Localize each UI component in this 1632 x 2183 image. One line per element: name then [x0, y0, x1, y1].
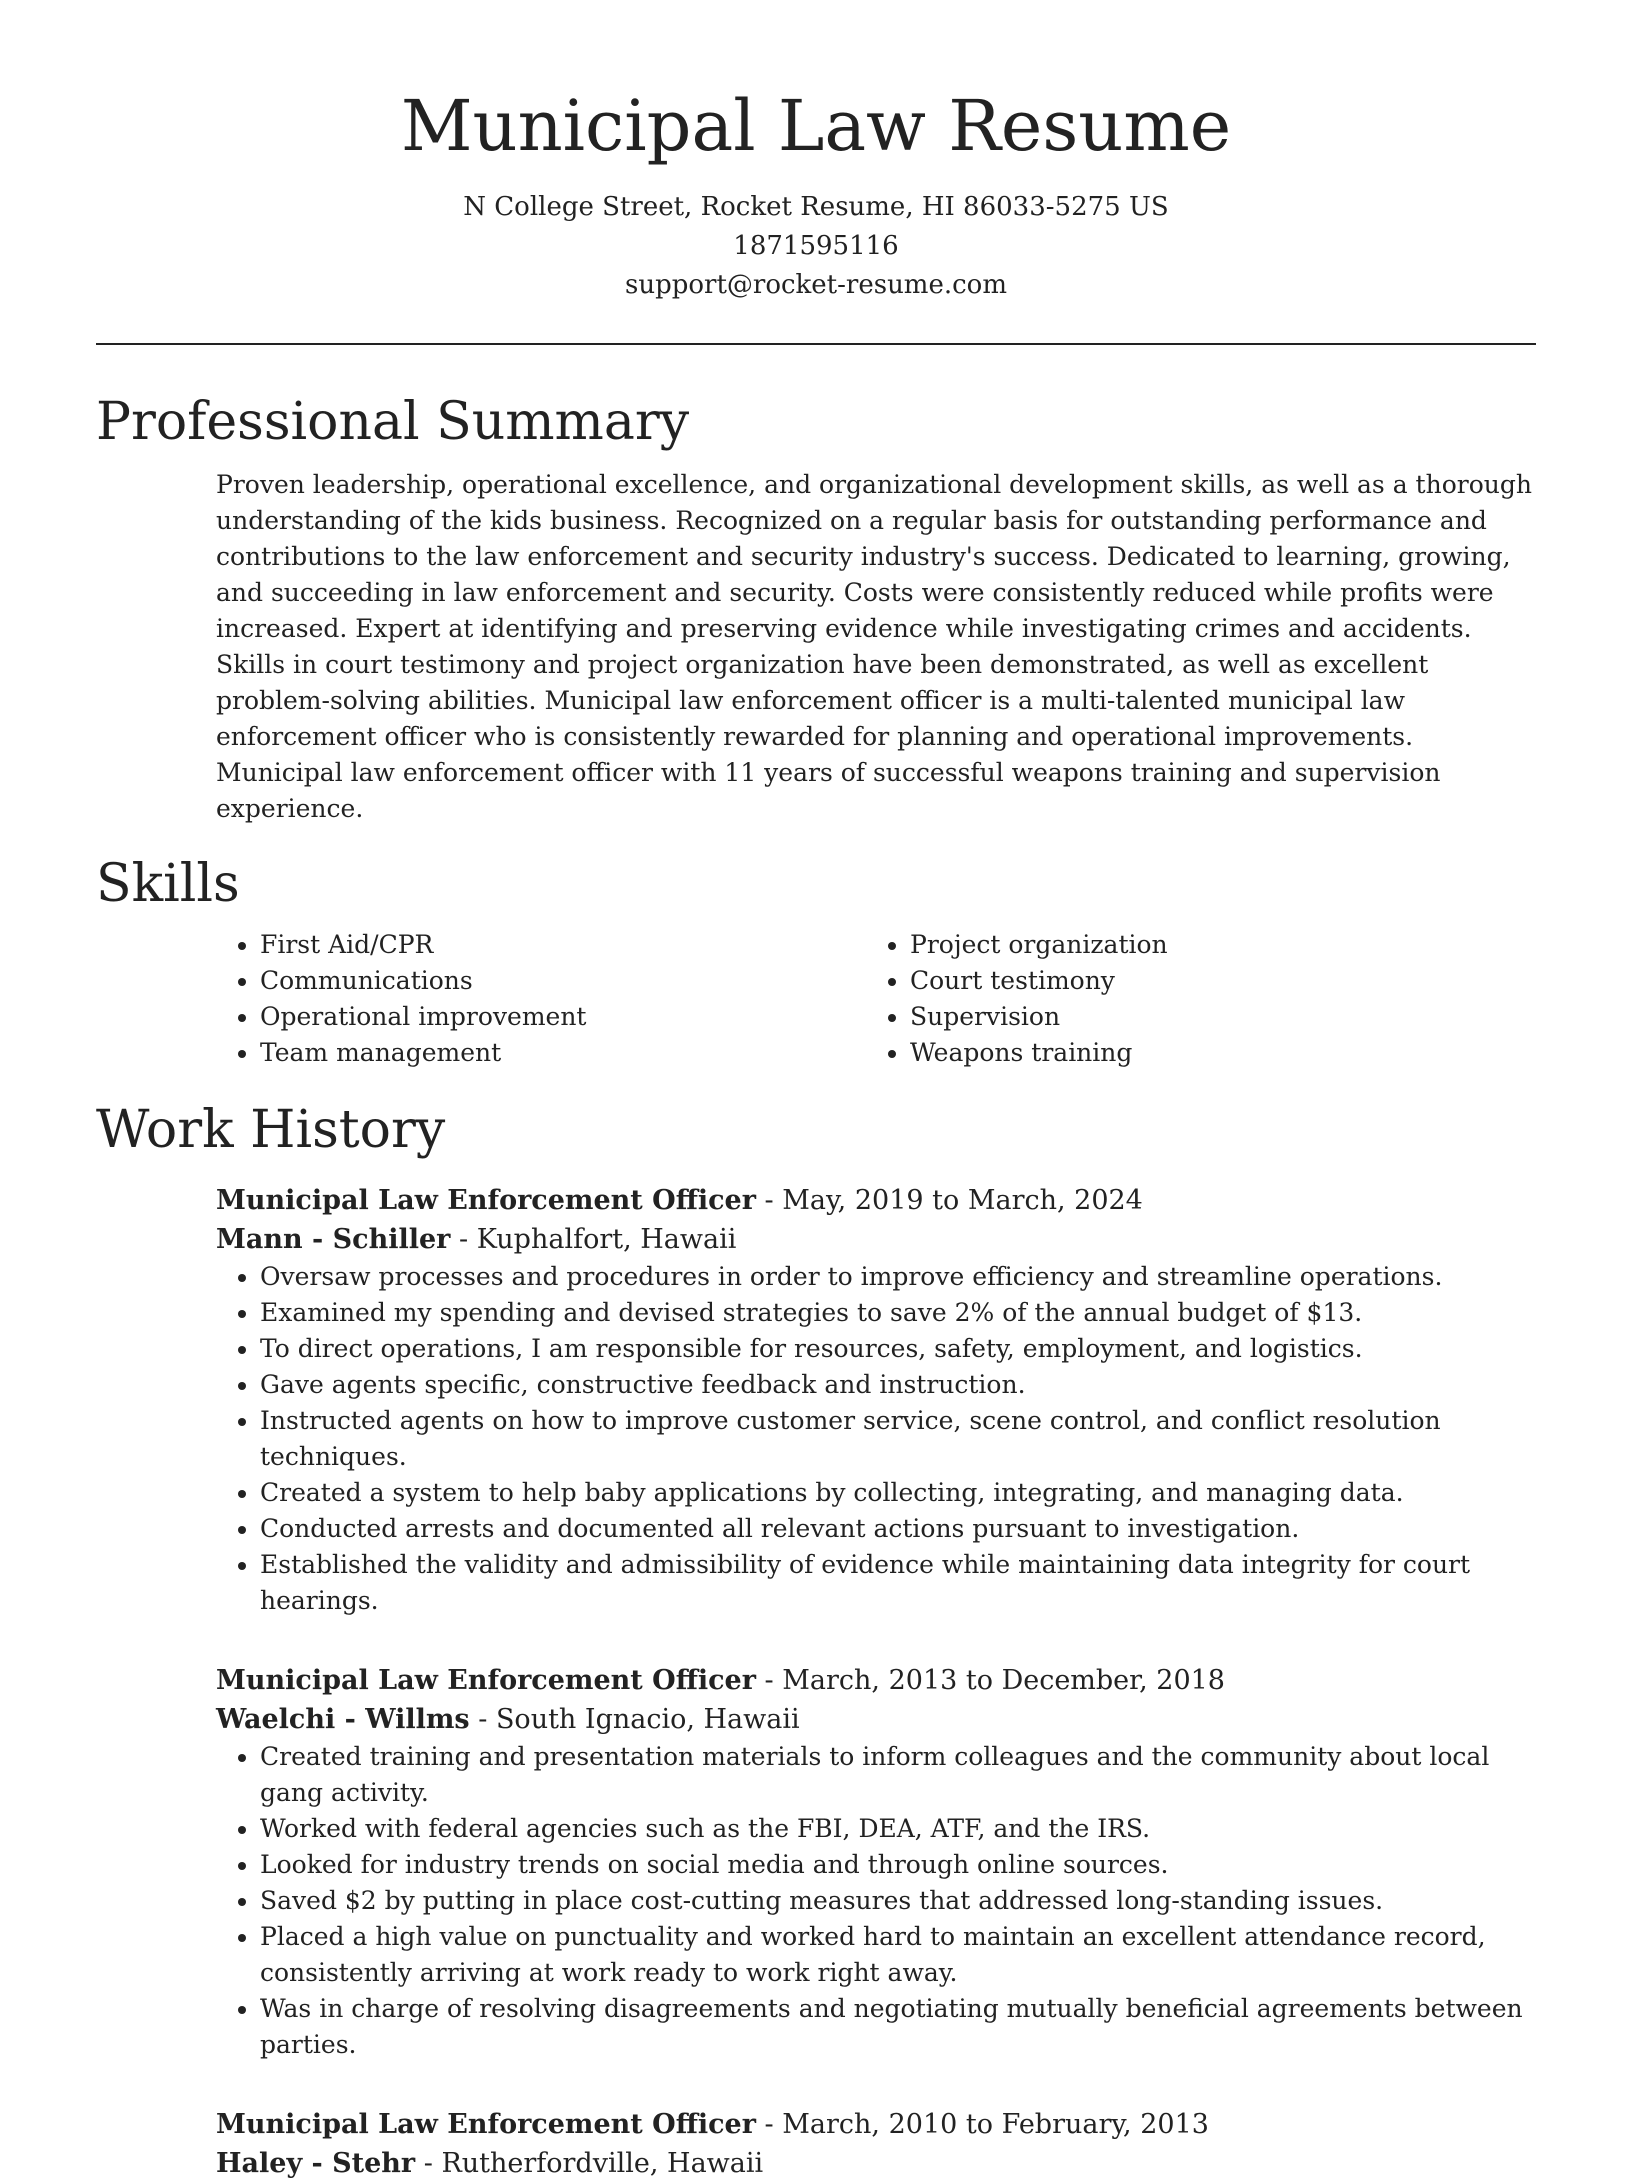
- job-location: Rutherfordville, Hawaii: [441, 2148, 764, 2179]
- job-bullet: • Was in charge of resolving disagreements and negotiating mutually beneficial agreements between parties.: [260, 1991, 1536, 2063]
- skill-item: • Project organization: [910, 927, 1536, 963]
- skill-item: • Team management: [260, 1035, 866, 1071]
- skills-left-list: [216, 927, 866, 1071]
- skills-section: [96, 851, 1536, 1071]
- job-bullet: • Instructed agents on how to improve customer service, scene control, and conflict resolution techniques.: [260, 1403, 1536, 1475]
- resume-name: Municipal Law Resume: [400, 85, 1232, 167]
- job-entry: [216, 1661, 1536, 2063]
- skill-item: • Communications: [260, 963, 866, 999]
- resume-header: [96, 0, 1536, 305]
- job-bullets: [216, 1259, 1536, 1619]
- work-section: [96, 1097, 1536, 2183]
- job-bullet: • Created a system to help baby applications by collecting, integrating, and managing data.: [260, 1475, 1536, 1511]
- skill-item: • First Aid/CPR: [260, 927, 866, 963]
- summary-section: [96, 389, 1536, 827]
- job-dates: May, 2019 to March, 2024: [782, 1185, 1143, 1216]
- job-bullet: • Gave agents specific, constructive feedback and instruction.: [260, 1367, 1536, 1403]
- job-dates: March, 2013 to December, 2018: [782, 1665, 1225, 1696]
- job-title: Municipal Law Enforcement Officer: [216, 1185, 756, 1216]
- job-bullet: • Conducted arrests and documented all relevant actions pursuant to investigation.: [260, 1511, 1536, 1547]
- skills-right-list: [866, 927, 1536, 1071]
- job-company-line: Haley - Stehr - Rutherfordville, Hawaii: [216, 2148, 764, 2179]
- skill-item: • Operational improvement: [260, 999, 866, 1035]
- job-bullet: • Placed a high value on punctuality and worked hard to maintain an excellent attendance record, consistently arriving at work ready to work right away.: [260, 1919, 1536, 1991]
- job-entry: [216, 1181, 1536, 1619]
- job-company: Waelchi - Willms: [216, 1704, 470, 1735]
- header-divider: [96, 343, 1536, 345]
- job-title-line: Municipal Law Enforcement Officer - March, 2013 to December, 2018: [216, 1665, 1225, 1696]
- job-title-line: Municipal Law Enforcement Officer - May, 2019 to March, 2024: [216, 1185, 1143, 1216]
- job-company-line: Waelchi - Willms - South Ignacio, Hawaii: [216, 1704, 800, 1735]
- summary-text: Proven leadership, operational excellence, and organizational development skills, as well as a thorough understanding of the kids business. Recognized on a regular basis for outstanding performance and contributions to the law enforcement and security industry's success. Dedicated to learning, growing, and succeeding in law enforcement and security. Costs were consistently reduced while profits were increased. Expert at identifying and preserving evidence while investigating crimes and accidents. Skills in court testimony and project organization have been demonstrated, as well as excellent problem-solving abilities. Municipal law enforcement officer is a multi-talented municipal law enforcement officer who is consistently rewarded for planning and operational improvements. Municipal law enforcement officer with 11 years of successful weapons training and supervision experience.: [216, 470, 1532, 823]
- job-bullet: • Established the validity and admissibility of evidence while maintaining data integrity for court hearings.: [260, 1547, 1536, 1619]
- job-bullets: [216, 1739, 1536, 2063]
- skills-title: Skills: [96, 854, 240, 914]
- job-bullet: • Oversaw processes and procedures in order to improve efficiency and streamline operations.: [260, 1259, 1536, 1295]
- job-company: Haley - Stehr: [216, 2148, 416, 2179]
- skills-grid: [216, 927, 1536, 1071]
- skill-item: • Weapons training: [910, 1035, 1536, 1071]
- job-bullet: • Saved $2 by putting in place cost-cutting measures that addressed long-standing issues.: [260, 1883, 1536, 1919]
- job-company: Mann - Schiller: [216, 1224, 451, 1255]
- job-bullet: • Created training and presentation materials to inform colleagues and the community about local gang activity.: [260, 1739, 1536, 1811]
- email: support@rocket-resume.com: [624, 270, 1007, 300]
- job-bullet: • Examined my spending and devised strategies to save 2% of the annual budget of $13.: [260, 1295, 1536, 1331]
- phone: 1871595116: [733, 231, 899, 261]
- skill-item: • Court testimony: [910, 963, 1536, 999]
- job-bullet: • Worked with federal agencies such as the FBI, DEA, ATF, and the IRS.: [260, 1811, 1536, 1847]
- job-title: Municipal Law Enforcement Officer: [216, 2109, 756, 2140]
- work-title: Work History: [96, 1100, 446, 1160]
- job-entry: [216, 2105, 1536, 2183]
- job-location: Kuphalfort, Hawaii: [476, 1224, 737, 1255]
- job-bullet: • To direct operations, I am responsible for resources, safety, employment, and logistics.: [260, 1331, 1536, 1367]
- job-location: South Ignacio, Hawaii: [495, 1704, 800, 1735]
- address: N College Street, Rocket Resume, HI 86033-5275 US: [463, 192, 1169, 222]
- job-dates: March, 2010 to February, 2013: [782, 2109, 1209, 2140]
- job-bullet: • Looked for industry trends on social media and through online sources.: [260, 1847, 1536, 1883]
- summary-title: Professional Summary: [96, 392, 690, 452]
- skill-item: • Supervision: [910, 999, 1536, 1035]
- job-company-line: Mann - Schiller - Kuphalfort, Hawaii: [216, 1224, 737, 1255]
- job-title: Municipal Law Enforcement Officer: [216, 1665, 756, 1696]
- job-title-line: Municipal Law Enforcement Officer - March, 2010 to February, 2013: [216, 2109, 1209, 2140]
